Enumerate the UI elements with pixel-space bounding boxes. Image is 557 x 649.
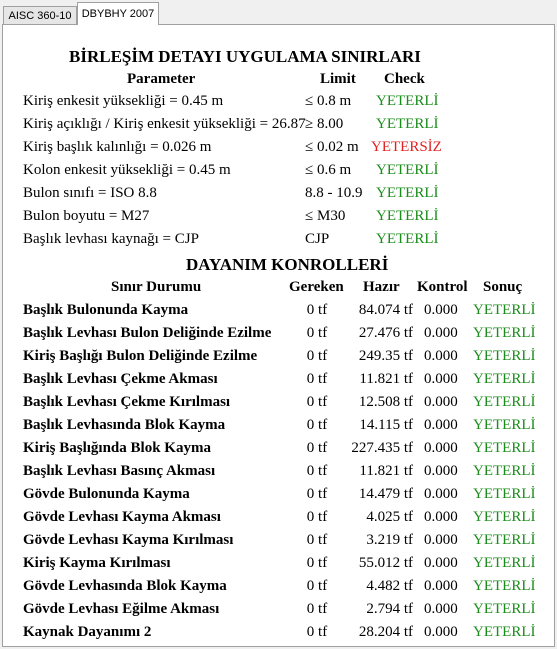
capacity-cell: 55.012 tf (358, 555, 413, 571)
required-cell: 0 tf (306, 555, 328, 571)
control-cell: 0.000 (424, 509, 458, 525)
result-status: YETERLİ (473, 578, 536, 594)
required-cell: 0 tf (306, 578, 328, 594)
required-cell: 0 tf (306, 486, 328, 502)
capacity-cell: 28.204 tf (358, 624, 413, 640)
control-cell: 0.000 (424, 624, 458, 640)
required-cell: 0 tf (306, 509, 328, 525)
control-cell: 0.000 (424, 325, 458, 341)
limit-state-cell: Başlık Levhası Çekme Akması (23, 371, 218, 387)
limit-state-cell: Gövde Levhası Kayma Kırılması (23, 532, 234, 548)
check-status: YETERSİZ (371, 139, 442, 155)
required-cell: 0 tf (306, 371, 328, 387)
result-status: YETERLİ (473, 302, 536, 318)
control-cell: 0.000 (424, 371, 458, 387)
required-cell: 0 tf (306, 325, 328, 341)
control-cell: 0.000 (424, 486, 458, 502)
parameter-cell: Kiriş enkesit yüksekliği = 0.45 m (23, 93, 224, 109)
capacity-cell: 4.025 tf (366, 509, 413, 525)
result-status: YETERLİ (473, 463, 536, 479)
control-cell: 0.000 (424, 463, 458, 479)
control-cell: 0.000 (424, 578, 458, 594)
header-parameter: Parameter (127, 71, 196, 87)
tab-dbybhy[interactable]: DBYBHY 2007 (77, 2, 159, 25)
control-cell: 0.000 (424, 555, 458, 571)
limit-cell: ≤ M30 (305, 208, 346, 224)
capacity-cell: 11.821 tf (359, 463, 413, 479)
capacity-cell: 27.476 tf (358, 325, 413, 341)
result-status: YETERLİ (473, 371, 536, 387)
parameter-cell: Kiriş açıklığı / Kiriş enkesit yüksekliği = 26.87 (23, 116, 306, 132)
parameter-cell: Bulon boyutu = M27 (23, 208, 150, 224)
capacity-cell: 12.508 tf (358, 394, 413, 410)
limit-state-cell: Gövde Levhasında Blok Kayma (23, 578, 227, 594)
limit-cell: ≤ 0.6 m (305, 162, 352, 178)
limit-state-cell: Başlık Levhası Çekme Kırılması (23, 394, 231, 410)
control-cell: 0.000 (424, 440, 458, 456)
section2-title: DAYANIM KONROLLERİ (186, 255, 389, 274)
limit-cell: ≤ 0.8 m (305, 93, 352, 109)
limit-state-cell: Başlık Levhası Basınç Akması (23, 463, 216, 479)
result-status: YETERLİ (473, 440, 536, 456)
result-status: YETERLİ (473, 624, 536, 640)
limit-state-cell: Başlık Levhası Bulon Deliğinde Ezilme (23, 325, 272, 341)
required-cell: 0 tf (306, 440, 328, 456)
required-cell: 0 tf (306, 394, 328, 410)
limit-state-cell: Başlık Bulonunda Kayma (23, 302, 189, 318)
required-cell: 0 tf (306, 532, 328, 548)
parameter-cell: Kiriş başlık kalınlığı = 0.026 m (23, 139, 212, 155)
check-status: YETERLİ (376, 162, 439, 178)
capacity-cell: 14.115 tf (359, 417, 413, 433)
report-panel (2, 24, 555, 647)
result-status: YETERLİ (473, 509, 536, 525)
limit-cell: ≥ 8.00 (305, 116, 344, 132)
result-status: YETERLİ (473, 394, 536, 410)
capacity-cell: 14.479 tf (358, 486, 413, 502)
capacity-cell: 249.35 tf (358, 348, 413, 364)
header-result: Sonuç (483, 279, 523, 295)
result-status: YETERLİ (473, 532, 536, 548)
control-cell: 0.000 (424, 348, 458, 364)
capacity-cell: 2.794 tf (366, 601, 413, 617)
header-limit: Limit (320, 71, 356, 87)
header-limit-state: Sınır Durumu (111, 279, 202, 295)
limit-cell: CJP (305, 231, 330, 247)
header-control: Kontrol (417, 279, 468, 295)
required-cell: 0 tf (306, 302, 328, 318)
limit-state-cell: Gövde Levhası Kayma Akması (23, 509, 221, 525)
limit-state-cell: Kiriş Kayma Kırılması (23, 555, 171, 571)
result-status: YETERLİ (473, 486, 536, 502)
check-status: YETERLİ (376, 231, 439, 247)
limit-state-cell: Başlık Levhasında Blok Kayma (23, 417, 226, 433)
header-capacity: Hazır (363, 279, 400, 295)
limit-state-cell: Kaynak Dayanımı 2 (23, 624, 152, 640)
result-status: YETERLİ (473, 555, 536, 571)
control-cell: 0.000 (424, 601, 458, 617)
limit-state-cell: Gövde Levhası Eğilme Akması (23, 601, 220, 617)
check-status: YETERLİ (376, 185, 439, 201)
control-cell: 0.000 (424, 394, 458, 410)
capacity-cell: 3.219 tf (366, 532, 413, 548)
control-cell: 0.000 (424, 302, 458, 318)
check-status: YETERLİ (376, 208, 439, 224)
header-required: Gereken (289, 279, 344, 295)
result-status: YETERLİ (473, 601, 536, 617)
section1-title: BİRLEŞİM DETAYI UYGULAMA SINIRLARI (69, 47, 421, 66)
check-status: YETERLİ (376, 93, 439, 109)
result-status: YETERLİ (473, 417, 536, 433)
tab-aisc[interactable]: AISC 360-10 (3, 6, 77, 24)
limit-state-cell: Gövde Bulonunda Kayma (23, 486, 190, 502)
control-cell: 0.000 (424, 532, 458, 548)
limit-state-cell: Kiriş Başlığı Bulon Deliğinde Ezilme (23, 348, 258, 364)
result-status: YETERLİ (473, 325, 536, 341)
required-cell: 0 tf (306, 463, 328, 479)
parameter-cell: Kolon enkesit yüksekliği = 0.45 m (23, 162, 231, 178)
limit-state-cell: Kiriş Başlığında Blok Kayma (23, 440, 211, 456)
capacity-cell: 4.482 tf (366, 578, 413, 594)
tab-bar (0, 0, 557, 24)
capacity-cell: 11.821 tf (359, 371, 413, 387)
result-status: YETERLİ (473, 348, 536, 364)
check-status: YETERLİ (376, 116, 439, 132)
required-cell: 0 tf (306, 624, 328, 640)
header-check: Check (384, 71, 425, 87)
required-cell: 0 tf (306, 601, 328, 617)
capacity-cell: 84.074 tf (358, 302, 413, 318)
control-cell: 0.000 (424, 417, 458, 433)
limit-cell: 8.8 - 10.9 (305, 185, 363, 201)
required-cell: 0 tf (306, 348, 328, 364)
parameter-cell: Bulon sınıfı = ISO 8.8 (23, 185, 157, 201)
limit-cell: ≤ 0.02 m (305, 139, 359, 155)
capacity-cell: 227.435 tf (351, 440, 413, 456)
required-cell: 0 tf (306, 417, 328, 433)
parameter-cell: Başlık levhası kaynağı = CJP (23, 231, 199, 247)
